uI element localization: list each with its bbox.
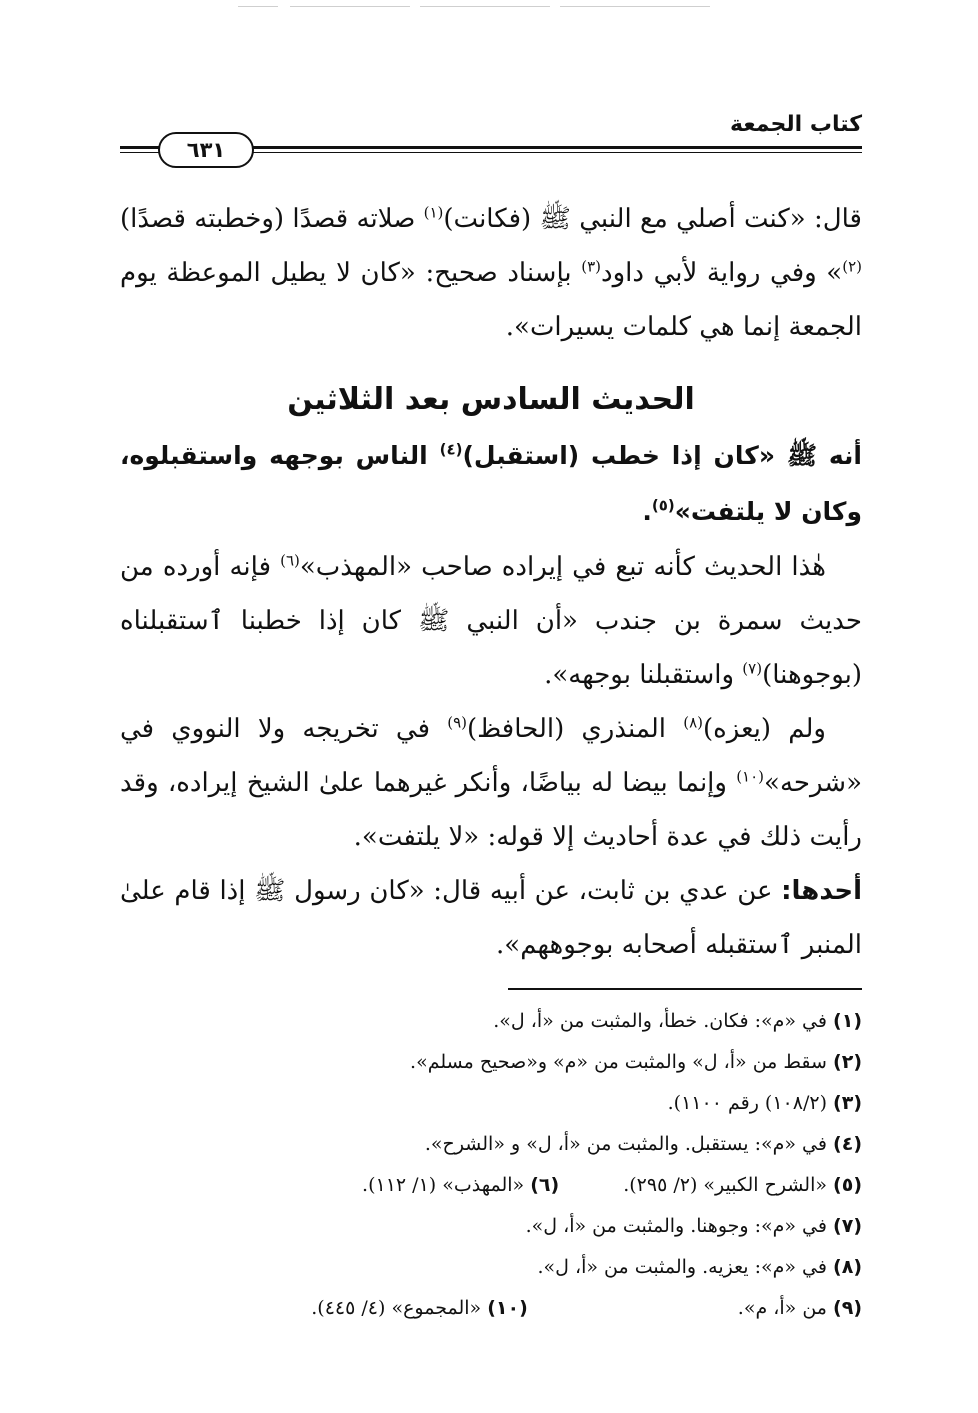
- scan-mark: [560, 6, 710, 7]
- footnote-ref-3[interactable]: (٣): [581, 257, 602, 276]
- footnote-number: (٦): [530, 1174, 560, 1196]
- paragraph-2: [120, 540, 862, 702]
- paragraph-3-text-d: وإنما بيضا له بياضًا، وأنكر غيرهما علىٰ الشيخ إيراده، وقد رأيت ذلك في عدة أحاديث إلا قوله: «لا يلتفت».: [120, 768, 862, 852]
- hadith-text-a: أنه ﷺ «كان إذا خطب (استقبل): [462, 441, 862, 470]
- footnote-text: في «م»: فكان. خطأ، والمثبت من «أ، ل».: [493, 1010, 834, 1032]
- footnote-5-6: [120, 1165, 862, 1206]
- hadith-text: [120, 428, 862, 540]
- footnote-ref-9[interactable]: (٩): [447, 713, 467, 732]
- footnote-number: (١): [833, 1010, 862, 1032]
- paragraph-2-text-a: هٰذا الحديث كأنه تبع في إيراده صاحب «المهذب»: [299, 552, 826, 582]
- footnote-ref-10[interactable]: (١٠): [736, 767, 765, 786]
- paragraph-1-text-b: صلاته قصدًا (وخطبته قصدًا): [120, 204, 424, 234]
- paragraph-3: [120, 702, 862, 864]
- footnote-number: (٤): [833, 1133, 862, 1155]
- paragraph-1-text-d: بإسناد صحيح: «كان لا يطيل الموعظة يوم الجمعة إنما هي كلمات يسيرات».: [120, 258, 862, 342]
- footnote-number: (٥): [833, 1174, 862, 1196]
- footnote-ref-2[interactable]: (٢): [842, 257, 862, 276]
- paragraph-2-text-c: واستقبلنا بوجهه».: [544, 660, 743, 690]
- paragraph-3-text-c: في تخريجه ولا النووي في «شرحه»: [120, 714, 862, 798]
- footnote-text: «المجموع» (٤/ ٤٤٥).: [311, 1297, 488, 1319]
- footnote-text: «الشرح الكبير» (٢/ ٢٩٥).: [623, 1174, 834, 1196]
- footnote-number: (٧): [833, 1215, 862, 1237]
- footnote-text: سقط من «أ، ل» والمثبت من «م» و«صحيح مسلم».: [410, 1051, 834, 1073]
- footnote-2: [120, 1042, 862, 1083]
- footnote-6: [362, 1165, 559, 1206]
- footnote-9-10: [120, 1288, 862, 1329]
- paragraph-4: [120, 864, 862, 972]
- paragraph-1-text-a: قال: «كنت أصلي مع النبي ﷺ (فكانت): [443, 204, 862, 234]
- footnote-5: [623, 1165, 862, 1206]
- footnote-text: «المهذب» (١/ ١١٢).: [362, 1174, 531, 1196]
- footnote-number: (٨): [833, 1256, 862, 1278]
- footnote-text: في «م»: يعزيه. والمثبت من «أ، ل».: [537, 1256, 834, 1278]
- scan-mark: [290, 6, 410, 7]
- paragraph-2-text-b: فإنه أورده من حديث سمرة بن جندب «أن النبي ﷺ كان إذا خطبنا ٱستقبلناه (بوجوهنا): [120, 552, 862, 690]
- footnote-3: [120, 1083, 862, 1124]
- footnote-ref-4[interactable]: (٤): [439, 440, 463, 459]
- footnote-7: [120, 1206, 862, 1247]
- paragraph-1-text-c: » وفي رواية لأبي داود: [601, 258, 843, 288]
- footnote-number: (٢): [833, 1051, 862, 1073]
- footnote-text: في «م»: وجوهنا. والمثبت من «أ، ل».: [525, 1215, 834, 1237]
- footnote-ref-1[interactable]: (١): [423, 203, 444, 222]
- footnotes: [120, 1001, 862, 1329]
- main-text: [120, 192, 862, 972]
- footnote-separator: [508, 988, 862, 990]
- scan-mark: [420, 6, 550, 7]
- footnote-ref-7[interactable]: (٧): [742, 659, 763, 678]
- footnote-ref-8[interactable]: (٨): [683, 713, 703, 732]
- page-number: ٦٣١: [158, 132, 254, 168]
- scan-mark: [238, 6, 278, 7]
- footnote-number: (٣): [833, 1092, 862, 1114]
- footnote-number: (٩): [833, 1297, 862, 1319]
- paragraph-1: [120, 192, 862, 354]
- paragraph-4-lead: أحدها:: [781, 876, 862, 906]
- paragraph-4-text: عن عدي بن ثابت، عن أبيه قال: «كان رسول ﷺ إذا قام علىٰ المنبر ٱستقبله أصحابه بوجوههم».: [120, 876, 862, 960]
- book-title: كتاب الجمعة: [730, 112, 862, 137]
- running-header: [120, 112, 862, 162]
- hadith-text-c: .: [642, 497, 652, 526]
- paragraph-3-text-a: ولم (يعزه): [702, 714, 826, 744]
- footnote-text: في «م»: يستقبل. والمثبت من «أ، ل» و «الشرح».: [424, 1133, 834, 1155]
- footnote-1: [120, 1001, 862, 1042]
- footnote-4: [120, 1124, 862, 1165]
- footnote-text: (١٠٨/٢) رقم ١١٠٠).: [667, 1092, 834, 1114]
- section-heading: الحديث السادس بعد الثلاثين: [287, 382, 695, 417]
- footnote-number: (١٠): [487, 1297, 528, 1319]
- footnote-8: [120, 1247, 862, 1288]
- footnote-ref-5[interactable]: (٥): [651, 496, 675, 515]
- footnote-10: [311, 1288, 528, 1329]
- footnote-text: من «أ، م».: [737, 1297, 834, 1319]
- hadith-text-b: الناس بوجهه واستقبلوه، وكان لا يلتفت»: [120, 441, 862, 526]
- footnote-9: [738, 1288, 862, 1329]
- footnote-ref-6[interactable]: (٦): [280, 551, 300, 570]
- paragraph-3-text-b: المنذري (الحافظ): [466, 714, 684, 744]
